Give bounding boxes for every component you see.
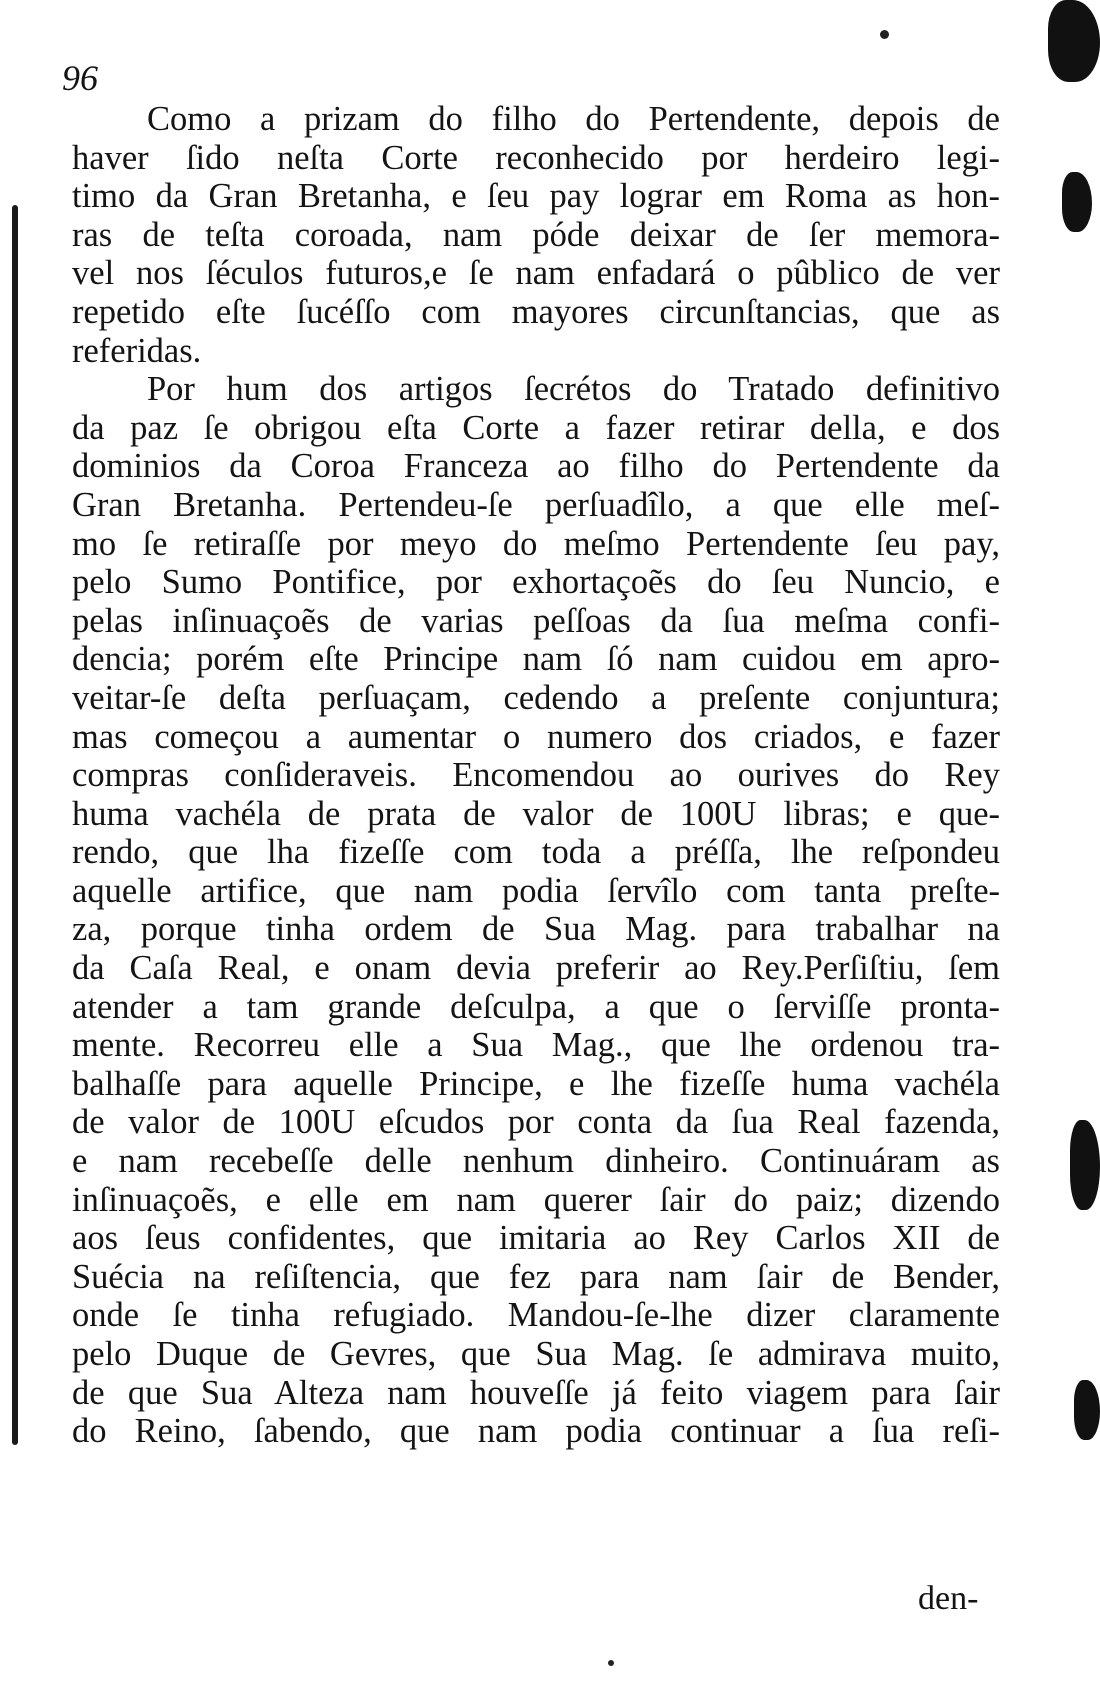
- text-line: Por hum dos artigos ſecrétos do Tratado definitivo: [147, 370, 1000, 409]
- ink-speck: [880, 30, 889, 39]
- text-line: balhaſſe para aquelle Principe, e lhe fizeſſe huma vachéla: [72, 1064, 1000, 1103]
- text-line: pelas inſinuaçoẽs de varias peſſoas da ſua meſma confi-: [72, 601, 1000, 640]
- text-line: repetido eſte ſucéſſo com mayores circunſtancias, que as: [72, 292, 1000, 331]
- text-line: pelo Sumo Pontifice, por exhortaçoẽs do ſeu Nuncio, e: [72, 563, 1000, 602]
- text-line: da Caſa Real, e onam devia preferir ao Rey.Perſiſtiu, ſem: [72, 949, 1000, 988]
- text-line: vel nos ſéculos futuros,e ſe nam enfadará o pûblico de ver: [72, 254, 1000, 293]
- text-line: pelo Duque de Gevres, que Sua Mag. ſe admirava muito,: [72, 1335, 1000, 1373]
- text-line: mente. Recorreu elle a Sua Mag., que lhe ordenou tra-: [72, 1026, 1000, 1065]
- text-line: ras de teſta coroada, nam póde deixar de ſer memora-: [72, 215, 1000, 254]
- text-line: timo da Gran Bretanha, e ſeu pay lograr em Roma as hon-: [72, 177, 1000, 216]
- text-line: Gran Bretanha. Pertendeu-ſe perſuadîlo, a que elle meſ-: [72, 485, 1000, 524]
- catchword: den-: [918, 1580, 979, 1617]
- text-line: aquelle artifice, que nam podia ſervîlo com tanta preſte-: [72, 871, 1000, 910]
- text-line: referidas.: [72, 331, 202, 370]
- ink-blot-middle: [1070, 1120, 1100, 1210]
- text-line: aos ſeus confidentes, que imitaria ao Rey Carlos XII de: [72, 1219, 1000, 1258]
- text-line: za, porque tinha ordem de Sua Mag. para trabalhar na: [72, 910, 1000, 949]
- text-line: da paz ſe obrigou eſta Corte a fazer retirar della, e dos: [72, 408, 1000, 447]
- text-line: e nam recebeſſe delle nenhum dinheiro. Continuáram as: [72, 1142, 1000, 1181]
- text-line: onde ſe tinha refugiado. Mandou-ſe-lhe dizer claramente: [72, 1296, 1000, 1335]
- text-line: mas começou a aumentar o numero dos criados, e fazer: [72, 717, 1000, 756]
- text-line: de valor de 100U eſcudos por conta da ſua Real fazenda,: [72, 1103, 1000, 1142]
- text-line: de que Sua Alteza nam houveſſe já feito viagem para ſair: [72, 1373, 1000, 1412]
- body-text: [72, 100, 1000, 1451]
- text-line: inſinuaçoẽs, e elle em nam querer ſair do paiz; dizendo: [72, 1180, 1000, 1219]
- text-line: huma vachéla de prata de valor de 100U libras; e que-: [72, 794, 1000, 833]
- text-line: mo ſe retiraſſe por meyo do meſmo Pertendente ſeu pay,: [72, 524, 1000, 563]
- page-number: 96: [62, 58, 98, 98]
- paragraph-2: [72, 370, 1000, 1451]
- text-line: atender a tam grande deſculpa, a que o ſerviſſe pronta-: [72, 987, 1000, 1026]
- text-line: dencia; porém eſte Principe nam ſó nam cuidou em apro-: [72, 640, 1000, 679]
- ink-blot-top: [1048, 0, 1100, 82]
- text-line: rendo, que lha fizeſſe com toda a préſſa, lhe reſpondeu: [72, 833, 1000, 872]
- text-line: compras conſideraveis. Encomendou ao ourives do Rey: [72, 756, 1000, 795]
- text-line: Como a prizam do filho do Pertendente, depois de: [147, 100, 1000, 138]
- ink-blot-upper: [1062, 172, 1092, 232]
- paragraph-1: [72, 100, 1000, 370]
- scan-edge-right: [1040, 0, 1100, 1683]
- text-line: do Reino, ſabendo, que nam podia continuar a ſua reſi-: [72, 1412, 1000, 1451]
- ink-blot-lower: [1074, 1380, 1100, 1440]
- scan-binding-shadow: [12, 205, 18, 1445]
- text-line: veitar-ſe deſta perſuaçam, cedendo a preſente conjuntura;: [72, 678, 1000, 717]
- text-line: Suécia na reſiſtencia, que fez para nam ſair de Bender,: [72, 1257, 1000, 1296]
- text-line: dominios da Coroa Franceza ao filho do Pertendente da: [72, 447, 1000, 486]
- text-line: haver ſido neſta Corte reconhecido por herdeiro legi-: [72, 138, 1000, 177]
- ink-speck: [608, 1660, 614, 1666]
